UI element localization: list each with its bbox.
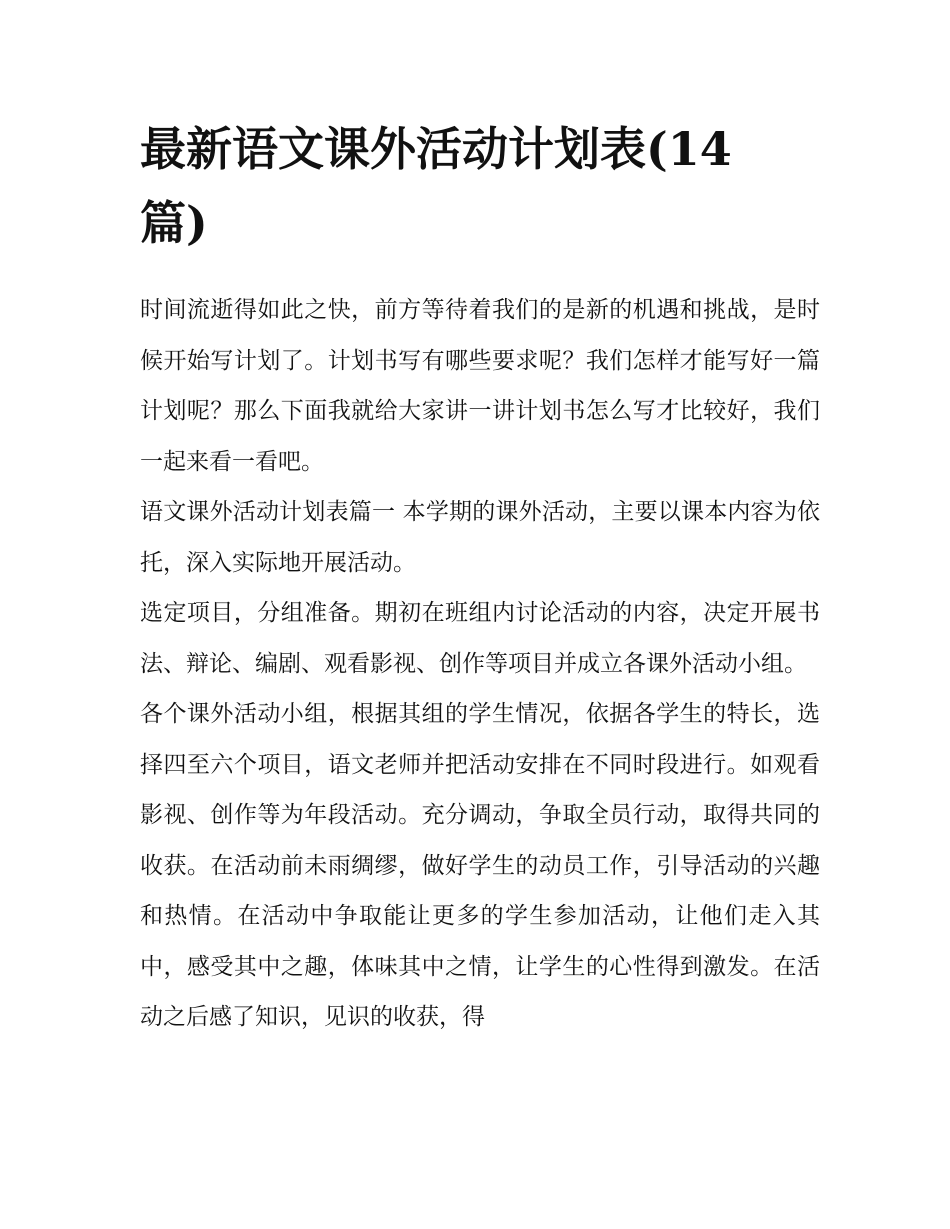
section-one-paragraph: 语文课外活动计划表篇一 本学期的课外活动，主要以课本内容为依托，深入实际地开展活动。 (140, 499, 820, 576)
intro-paragraph: 时间流逝得如此之快，前方等待着我们的是新的机遇和挑战，是时候开始写计划了。计划书写有哪些要求呢？我们怎样才能写好一篇计划呢？那么下面我就给大家讲一讲计划书怎么写才比较好，我们一起来看一看吧。 (140, 297, 820, 475)
document-body (140, 112, 820, 1043)
document-title: 最新语文课外活动计划表(14篇) (140, 122, 732, 250)
project-selection-paragraph: 选定项目，分组准备。期初在班组内讨论活动的内容，决定开展书法、辩论、编剧、观看影视、创作等项目并成立各课外活动小组。 (140, 600, 820, 677)
group-activities-paragraph: 各个课外活动小组，根据其组的学生情况，依据各学生的特长，选择四至六个项目，语文老师并把活动安排在不同时段进行。如观看影视、创作等为年段活动。充分调动，争取全员行动，取得共同的收获。在活动前未雨绸缪，做好学生的动员工作，引导活动的兴趣和热情。在活动中争取能让更多的学生参加活动，让他们走入其中，感受其中之趣，体味其中之情，让学生的心性得到激发。在活动之后感了知识，见识的收获，得 (140, 701, 820, 1030)
title-spacer (140, 260, 820, 285)
